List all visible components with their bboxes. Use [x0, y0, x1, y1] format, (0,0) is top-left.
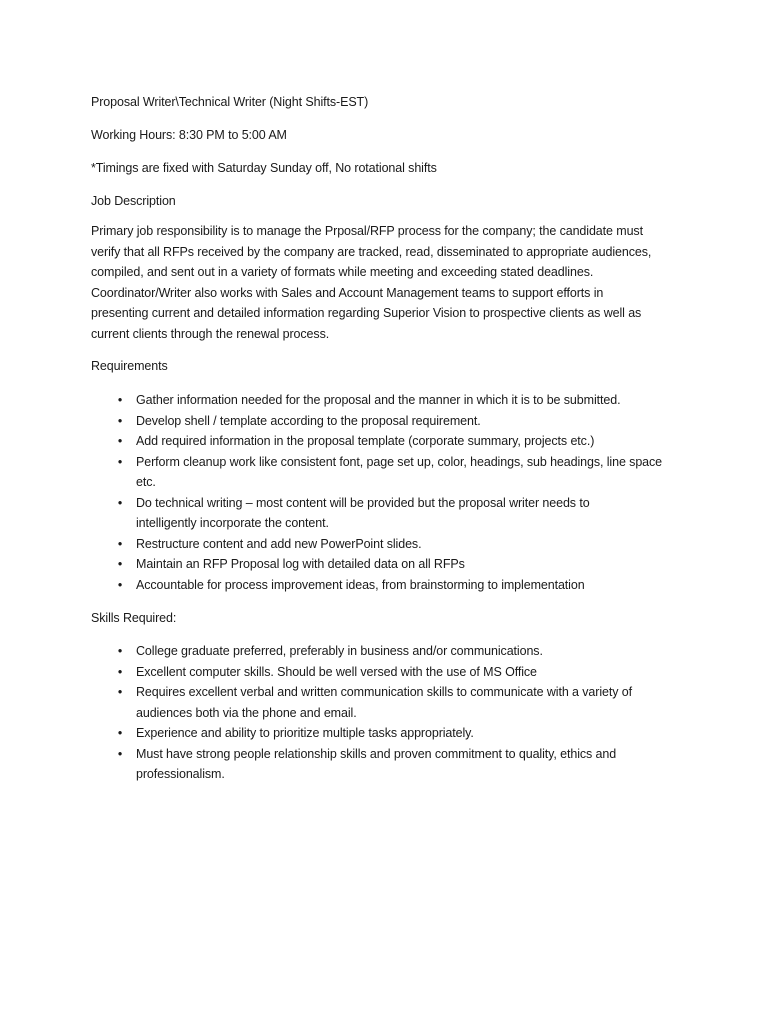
requirement-item-text: etc.	[136, 475, 156, 489]
job-description-heading: Job Description	[91, 194, 176, 208]
job-description-line: Primary job responsibility is to manage the Prposal/RFP process for the company; the candidate must	[91, 224, 643, 238]
requirement-item	[91, 493, 711, 534]
skills-heading: Skills Required:	[91, 611, 177, 625]
bullet-icon: •	[117, 557, 123, 571]
bullet-icon: •	[117, 393, 123, 407]
skill-item	[91, 723, 711, 744]
bullet-icon: •	[117, 664, 123, 679]
requirement-item	[91, 390, 711, 411]
job-description-line: compiled, and sent out in a variety of formats while meeting and exceeding stated deadlines.	[91, 265, 594, 279]
requirement-item	[91, 554, 711, 575]
bullet-icon: •	[117, 536, 123, 551]
skill-item-text: Excellent computer skills. Should be well versed with the use of MS Office	[136, 664, 537, 679]
requirement-item-text: Accountable for process improvement ideas, from brainstorming to implementation	[136, 577, 585, 592]
bullet-icon: •	[117, 577, 123, 592]
timings-note: *Timings are fixed with Saturday Sunday off, No rotational shifts	[91, 161, 437, 175]
bullet-icon: •	[117, 726, 123, 740]
working-hours: Working Hours: 8:30 PM to 5:00 AM	[91, 128, 287, 142]
requirement-item	[91, 431, 711, 452]
requirement-item-text: Do technical writing – most content will be provided but the proposal writer needs to	[136, 495, 590, 510]
skill-item	[91, 744, 711, 785]
requirement-item	[91, 452, 711, 493]
requirement-item-text: intelligently incorporate the content.	[136, 516, 329, 530]
skill-item-text: Must have strong people relationship skills and proven commitment to quality, ethics and	[136, 746, 617, 761]
requirement-item-text: Gather information needed for the proposal and the manner in which it is to be submitted.	[136, 393, 621, 407]
job-description-line: presenting current and detailed information regarding Superior Vision to prospective clients as well as	[91, 306, 642, 320]
bullet-icon: •	[117, 413, 123, 428]
skill-item-text: College graduate preferred, preferably in business and/or communications.	[136, 644, 543, 658]
skill-item	[91, 641, 711, 662]
bullet-icon: •	[117, 495, 123, 510]
job-description-line: verify that all RFPs received by the company are tracked, read, disseminated to appropriate audiences,	[91, 244, 652, 259]
bullet-icon: •	[117, 644, 123, 658]
requirement-item-text: Restructure content and add new PowerPoint slides.	[136, 536, 422, 551]
job-description-paragraph	[91, 221, 691, 344]
job-title: Proposal Writer\Technical Writer (Night Shifts-EST)	[91, 95, 369, 109]
requirement-item-text: Add required information in the proposal template (corporate summary, projects etc.)	[136, 434, 595, 448]
bullet-icon: •	[117, 746, 123, 761]
skill-item-text: Experience and ability to prioritize multiple tasks appropriately.	[136, 726, 474, 740]
job-description-line: Coordinator/Writer also works with Sales and Account Management teams to support efforts in	[91, 285, 604, 300]
skill-item	[91, 662, 711, 683]
job-description-line: current clients through the renewal process.	[91, 326, 330, 341]
requirements-heading: Requirements	[91, 359, 168, 373]
skill-item-text: audiences both via the phone and email.	[136, 705, 357, 720]
skill-item-text: professionalism.	[136, 767, 225, 781]
requirement-item-text: Maintain an RFP Proposal log with detailed data on all RFPs	[136, 557, 465, 571]
skill-item	[91, 682, 711, 723]
bullet-icon: •	[117, 454, 123, 469]
requirement-item	[91, 411, 711, 432]
skill-item-text: Requires excellent verbal and written communication skills to communicate with a variety of	[136, 685, 632, 699]
requirement-item-text: Perform cleanup work like consistent font, page set up, color, headings, sub headings, line space	[136, 454, 663, 469]
skills-list	[91, 641, 711, 785]
requirement-item	[91, 575, 711, 596]
requirements-list	[91, 390, 711, 595]
bullet-icon: •	[117, 685, 123, 699]
requirement-item-text: Develop shell / template according to the proposal requirement.	[136, 413, 481, 428]
bullet-icon: •	[117, 434, 123, 448]
requirement-item	[91, 534, 711, 555]
